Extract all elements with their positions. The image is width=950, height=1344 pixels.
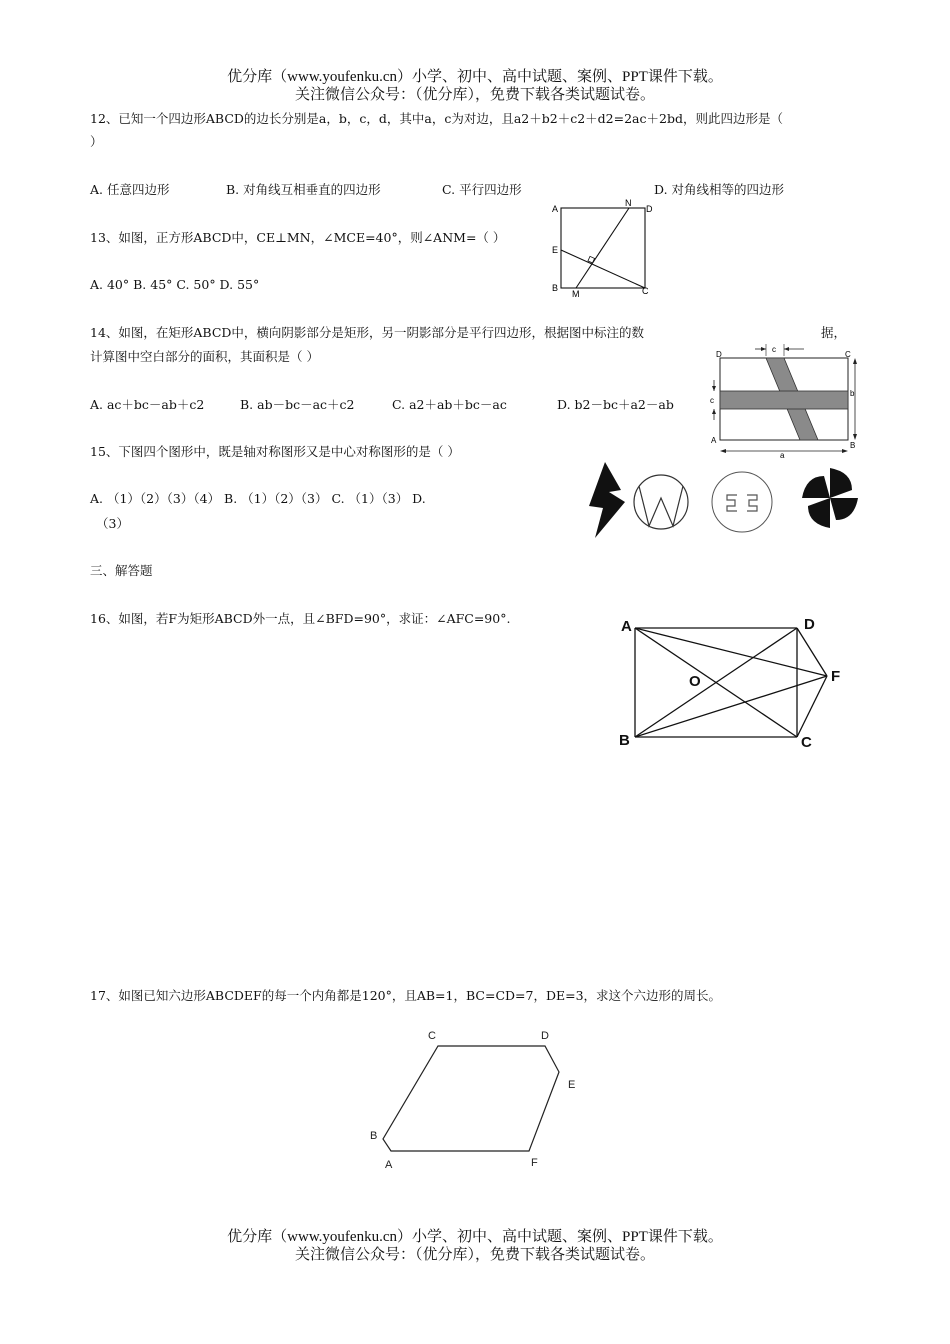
q14-option-d: D. b2－bc＋a2－ab [557,397,674,412]
q14-label-A: A [711,436,717,445]
q16-label-B: B [619,732,630,749]
q13-label-A: A [552,204,559,214]
q14-rectangle-figure [700,340,870,465]
q16-label-A: A [621,618,632,635]
q12-option-c: C. 平行四边形 [442,182,522,197]
q12-stem-line2: ） [90,134,103,149]
q13-stem: 13、如图，正方形ABCD中，CE⊥MN，∠MCE=40°，则∠ANM=（ ） [90,230,506,245]
q16-label-F: F [831,668,841,685]
q15-options-line2: （3） [96,516,129,531]
q17-label-A: A [385,1159,393,1171]
q13-label-E: E [552,245,559,255]
q15-stem: 15、下图四个图形中，既是轴对称图形又是中心对称图形的是（ ） [90,444,460,459]
q17-label-C: C [428,1030,436,1042]
q17-label-D: D [541,1030,549,1042]
q16-label-O: O [689,673,701,690]
q15-figure-2-circle-v [632,470,692,534]
q13-options: A. 40° B. 45° C. 50° D. 55° [90,277,260,292]
q15-figure-1-lightning [585,460,630,540]
q16-stem: 16、如图，若F为矩形ABCD外一点，且∠BFD=90°，求证：∠AFC=90°. [90,611,511,626]
q14-label-B: B [850,441,856,450]
q17-label-E: E [568,1079,576,1091]
q14-option-b: B. ab－bc－ac＋c2 [240,397,355,412]
q13-label-B: B [552,283,559,293]
q16-label-C: C [801,734,812,751]
q12-stem-line1: 12、已知一个四边形ABCD的边长分别是a，b，c，d，其中a，c为对边，且a2＋b2＋c2＋d2=2ac＋2bd，则此四边形是（ [90,111,783,126]
q13-label-C: C [642,286,649,296]
q14-label-c-top: c [772,345,776,354]
header-line-1: 优分库（www.youfenku.cn）小学、初中、高中试题、案例、PPT课件下载。 [227,69,723,85]
footer-line-2: 关注微信公众号：（优分库），免费下载各类试题试卷。 [294,1247,655,1263]
q14-stem-line1-tail: 据， [821,325,847,340]
q14-option-a: A. ac＋bc－ab＋c2 [90,397,205,412]
q15-options-line1: A. （1）（2）（3）（4） B. （1）（2）（3） C. （1）（3） D. [90,491,426,506]
q13-label-N: N [625,198,632,208]
q14-label-c-left: c [710,396,714,405]
q15-figure-4-pinwheel [800,462,860,534]
q17-label-F: F [531,1157,538,1169]
q17-label-B: B [370,1130,378,1142]
q14-label-C: C [845,350,851,359]
q13-square-figure [545,198,665,298]
q12-option-b: B. 对角线互相垂直的四边形 [226,182,381,197]
section3-title: 三、解答题 [90,563,153,578]
q12-option-a: A. 任意四边形 [90,182,170,197]
q16-label-D: D [804,616,815,633]
q14-option-c: C. a2＋ab＋bc－ac [392,397,507,412]
q14-label-b: b [850,389,855,398]
footer-line-1: 优分库（www.youfenku.cn）小学、初中、高中试题、案例、PPT课件下载。 [227,1229,723,1245]
q15-figure-3-circle-symbol [707,469,777,535]
q17-stem: 17、如图已知六边形ABCDEF的每一个内角都是120°，且AB=1，BC=CD=7，DE=3，求这个六边形的周长。 [90,988,722,1003]
q16-rectangle-figure [615,612,855,752]
q14-stem-line2: 计算图中空白部分的面积，其面积是（ ） [90,349,319,364]
q14-label-a: a [780,451,785,460]
q14-stem-line1: 14、如图，在矩形ABCD中，横向阴影部分是矩形，另一阴影部分是平行四边形，根据图中标注的数 [90,325,644,340]
q13-label-D: D [646,204,653,214]
q17-hexagon-figure [360,1022,600,1172]
q12-option-d: D. 对角线相等的四边形 [654,182,785,197]
q14-label-D: D [716,350,722,359]
header-line-2: 关注微信公众号：（优分库），免费下载各类试题试卷。 [294,87,655,103]
q13-label-M: M [572,289,580,299]
